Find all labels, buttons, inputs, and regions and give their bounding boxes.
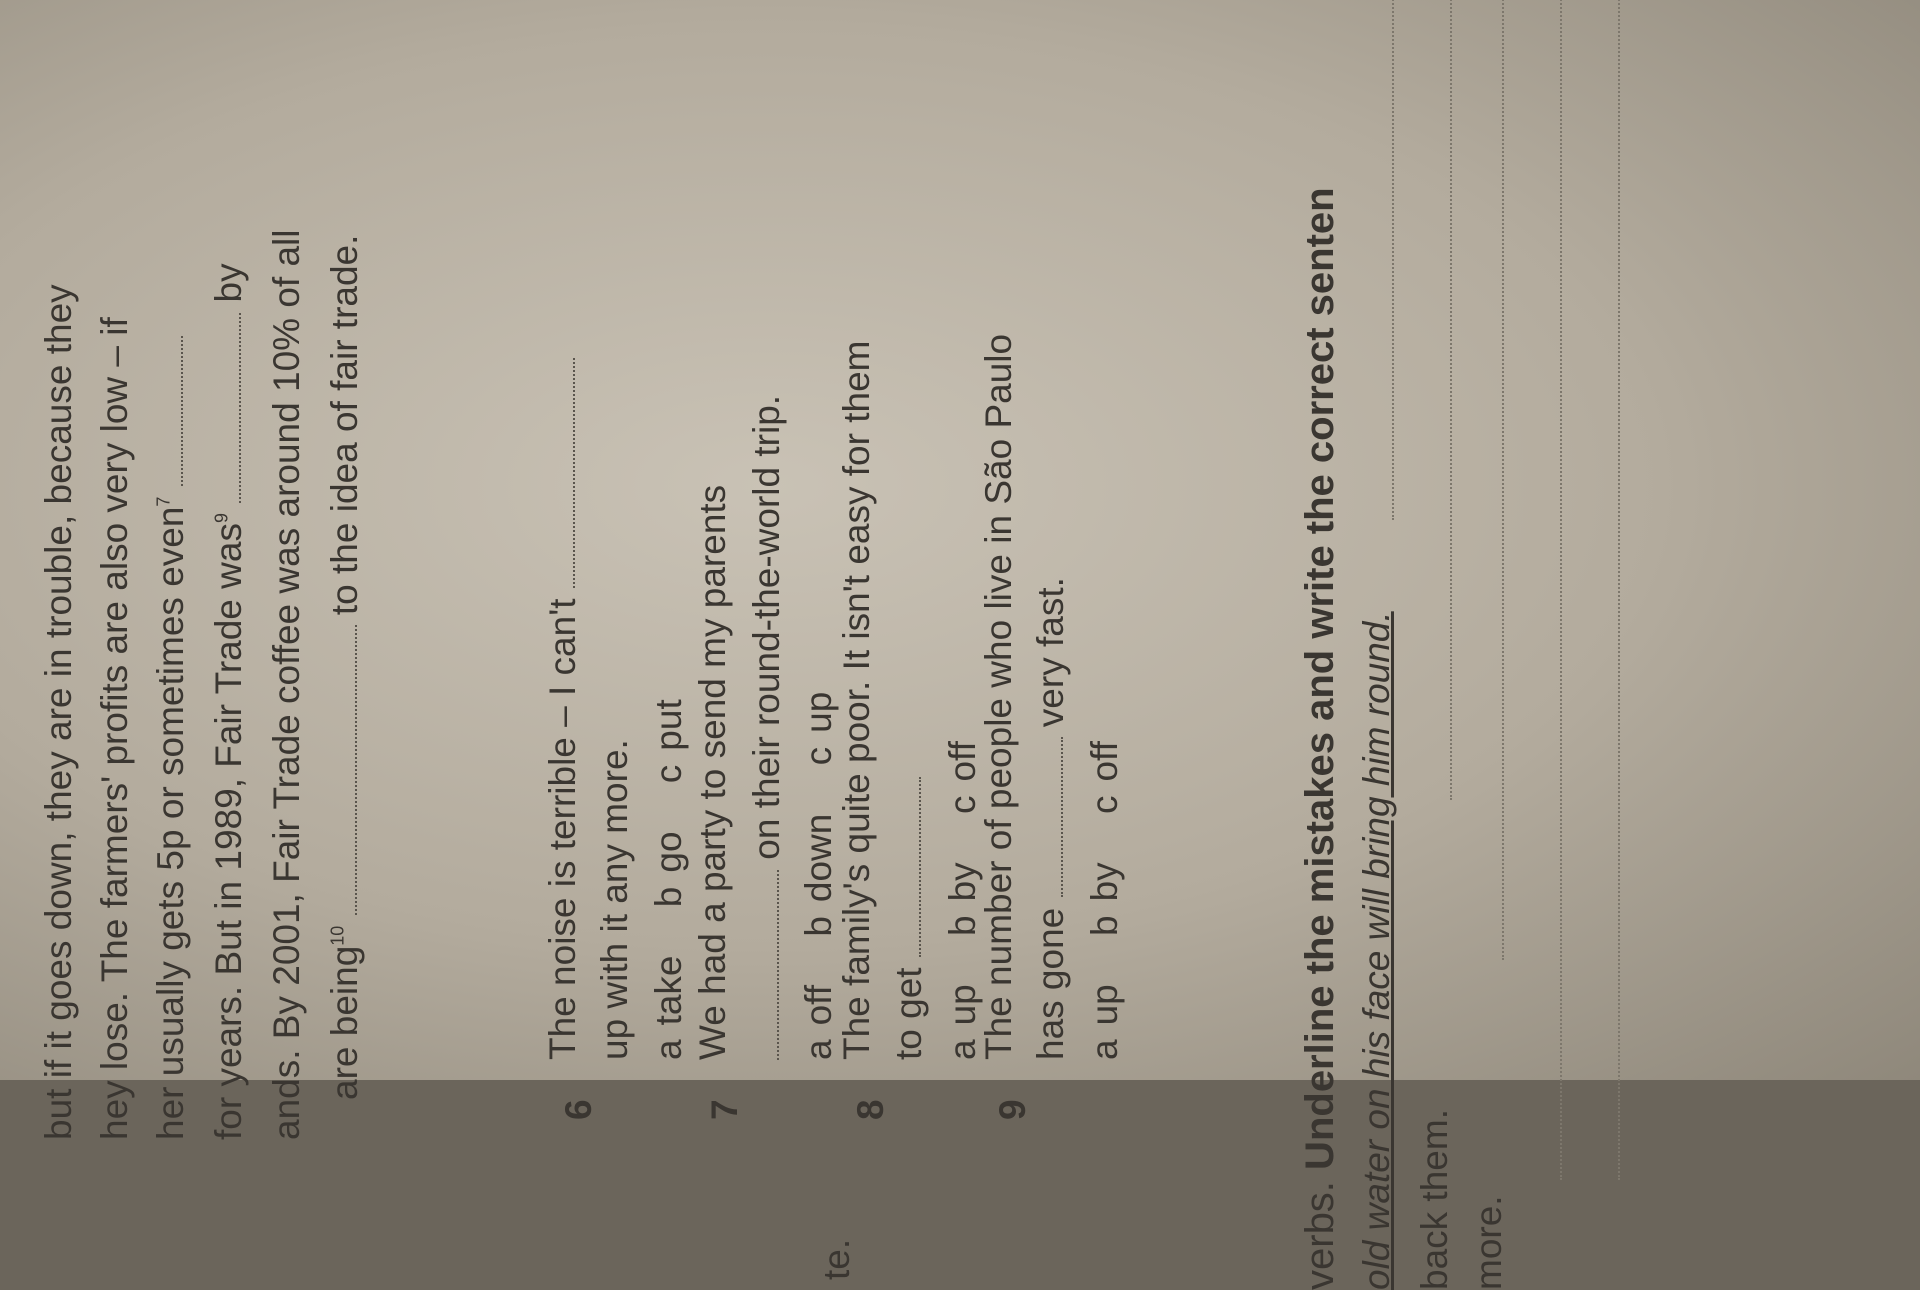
left-fragment-text: te. xyxy=(816,1238,857,1280)
question-9-options xyxy=(1086,703,1123,1060)
answer-line-3[interactable] xyxy=(1560,0,1562,1180)
passage-line-5: ands. By 2001, Fair Trade coffee was around 10% of all xyxy=(266,229,307,1140)
question-8-option-b[interactable]: bby xyxy=(942,862,983,936)
passage-line-6: are being$^{10}$ to the idea of fair trade. xyxy=(324,234,365,1100)
answer-line-1[interactable] xyxy=(1450,0,1452,800)
question-6-option-c[interactable]: cput xyxy=(648,699,689,784)
question-6-blank[interactable] xyxy=(545,358,575,588)
question-6-text-line2: up with it any more. xyxy=(594,739,635,1060)
section-item-2: more. xyxy=(1468,1195,1509,1290)
question-6-option-a[interactable]: atake xyxy=(648,955,689,1060)
answer-blank-9[interactable] xyxy=(211,313,241,503)
question-7-option-b[interactable]: bdown xyxy=(798,813,839,937)
passage-line-3: her usually gets 5p or sometimes even$^7$ xyxy=(152,336,189,1140)
question-7-option-a[interactable]: aoff xyxy=(798,984,839,1060)
question-8-option-c[interactable]: coff xyxy=(942,741,983,815)
question-number-8: 8 xyxy=(850,1099,891,1120)
question-8-options xyxy=(944,703,981,1060)
question-7-option-c[interactable]: cup xyxy=(798,691,839,766)
answer-blank-7[interactable] xyxy=(153,336,183,486)
question-number-6: 6 xyxy=(558,1099,599,1120)
answer-line-4[interactable] xyxy=(1618,0,1620,1180)
question-9-text-line2: has gone very fast. xyxy=(1030,577,1071,1060)
passage-line-4: for years. But in 1989, Fair Trade was$^9$ by xyxy=(208,263,249,1140)
question-7-text-line1: We had a party to send my parents xyxy=(692,484,733,1060)
section-example: old water on his face will bring him round. xyxy=(1356,611,1397,1290)
question-9-option-b[interactable]: bby xyxy=(1084,862,1125,936)
question-8-text-line1: The family's quite poor. It isn't easy for them xyxy=(836,340,877,1060)
answer-line-2[interactable] xyxy=(1502,0,1504,960)
question-number-9: 9 xyxy=(992,1099,1033,1120)
question-7-options xyxy=(800,654,837,1060)
question-9-option-c[interactable]: coff xyxy=(1084,741,1125,815)
question-9-option-a[interactable]: aup xyxy=(1084,984,1125,1060)
answer-blank-10[interactable] xyxy=(327,625,357,915)
question-6-text-line1: The noise is terrible – I can't xyxy=(544,358,581,1060)
question-8-option-a[interactable]: aup xyxy=(942,984,983,1060)
passage-line-1: but if it goes down, they are in trouble, because they xyxy=(38,284,79,1140)
section-instruction: verbs. Underline the mistakes and write the correct senten xyxy=(1298,187,1342,1290)
answer-line-example[interactable] xyxy=(1392,0,1394,520)
section-item-1: back them. xyxy=(1414,1109,1455,1290)
passage-line-2: hey lose. The farmers' profits are also very low – if xyxy=(94,317,135,1140)
question-6-options xyxy=(650,661,687,1060)
question-9-blank[interactable] xyxy=(1033,737,1063,897)
question-number-7: 7 xyxy=(704,1099,745,1120)
question-8-text-line2: to get xyxy=(890,777,927,1060)
question-7-text-line2: on their round-the-world trip. xyxy=(748,395,785,1060)
question-8-blank[interactable] xyxy=(891,777,921,957)
question-9-text-line1: The number of people who live in São Paulo xyxy=(978,333,1019,1060)
question-6-option-b[interactable]: bgo xyxy=(648,831,689,908)
question-7-blank[interactable] xyxy=(749,870,779,1060)
